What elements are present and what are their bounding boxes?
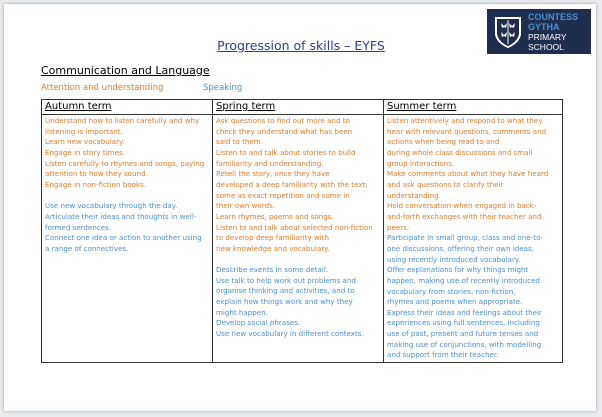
spring-line: said to them. [216,137,263,147]
spring-line: their own words. [216,201,276,211]
logo-line-2: GYTHA [528,21,560,32]
section-heading: Communication and Language [41,64,210,77]
logo-line-3: PRIMARY [528,31,567,42]
summer-cell [384,115,563,363]
summer-line: one discussions, offering their own ideas, [387,243,534,253]
spring-line: Listen to and talk about selected non-fiction [216,222,373,232]
spring-line: Describe events in some detail. [216,265,329,275]
header-autumn: Autumn term [42,100,213,115]
summer-line: understanding. [387,190,441,200]
crest-icon [493,15,523,49]
summer-line: experiences using full sentences, including [387,318,540,328]
summer-line: Participate in small group, class and one-to- [387,233,544,243]
spring-line: developed a deep familiarity with the text; [216,179,368,189]
summer-line: using recently introduced vocabulary. [387,254,521,264]
summer-line: Express their ideas and feelings about their [387,307,542,317]
spring-line: Learn rhymes, poems and songs. [216,211,334,221]
spring-line: familiarity and understanding. [216,158,324,168]
summer-line: use of past, present and future tenses and [387,329,539,339]
spring-line: Ask questions to find out more and to [216,116,350,125]
school-logo [487,9,591,54]
summer-line: actions when being read to and [387,137,500,147]
summer-line: Make comments about what they have heard [387,169,549,179]
summer-line: Offer explanations for why things might [387,265,529,275]
page-title: Progression of skills – EYFS [217,38,385,53]
autumn-cell [42,115,213,363]
subheading-speaking: Speaking [203,83,243,93]
logo-line-4: SCHOOL [528,41,564,52]
spring-line: new knowledge and vocabulary. [216,243,330,253]
summer-line: Listen attentively and respond to what they [387,116,543,125]
summer-line: peers. [387,222,410,232]
spring-line: might happen. [216,307,268,317]
spring-line: to develop deep familiarity with [216,233,330,243]
autumn-line: formed sentences. [45,222,112,232]
spring-line: check they understand what has been [216,126,353,136]
autumn-line: Articulate their ideas and thoughts in well- [45,211,197,221]
autumn-line: a range of connectives. [45,243,129,253]
summer-line: and support from their teacher. [387,350,499,360]
autumn-line: Engage in non-fiction books. [45,179,147,189]
autumn-line: listening is important. [45,126,123,136]
header-spring: Spring term [213,100,384,115]
summer-line: rhymes and poems when appropriate. [387,297,523,307]
spring-line: some as exact repetition and some in [216,190,350,200]
summer-line: vocabulary from stories, non-fiction, [387,286,516,296]
skills-table [41,99,563,363]
summer-line: Hold conversation when engaged in back- [387,201,537,211]
autumn-line: Listen carefully to rhymes and songs, paying [45,158,205,168]
autumn-line: Engage in story times. [45,147,125,157]
spring-line: Develop social phrases. [216,318,301,328]
logo-line-1: COUNTESS [528,11,579,22]
summer-line: and ask questions to clarify their [387,179,504,189]
spring-line: Listen to and talk about stories to build [216,147,356,157]
summer-line: happen, making use of recently introduced [387,275,540,285]
spring-line: Use talk to help work out problems and [216,275,356,285]
summer-line: and-forth exchanges with their teacher and [387,211,542,221]
spring-line: explain how things work and why they [216,297,353,307]
summer-line: hear with relevant questions, comments and [387,126,547,136]
autumn-line: Learn new vocabulary. [45,137,125,147]
autumn-line: Understand how to listen carefully and why [45,116,200,125]
table-row [42,115,563,363]
spring-line: Retell the story, once they have [216,169,330,179]
autumn-line: attention to how they sound. [45,169,148,179]
summer-line: making use of conjunctions, with modelling [387,339,542,349]
subheading-attention: Attention and understanding [41,83,164,93]
header-summer: Summer term [384,100,563,115]
autumn-line: Connect one idea or action to another using [45,233,202,243]
summer-line: during whole class discussions and small [387,147,533,157]
spring-cell [213,115,384,363]
summer-line: group interactions. [387,158,455,168]
spring-line: organise thinking and activities, and to [216,286,355,296]
spring-line: Use new vocabulary in different contexts. [216,329,364,339]
autumn-line: Use new vocabulary through the day. [45,201,178,211]
table-header-row [42,100,563,115]
